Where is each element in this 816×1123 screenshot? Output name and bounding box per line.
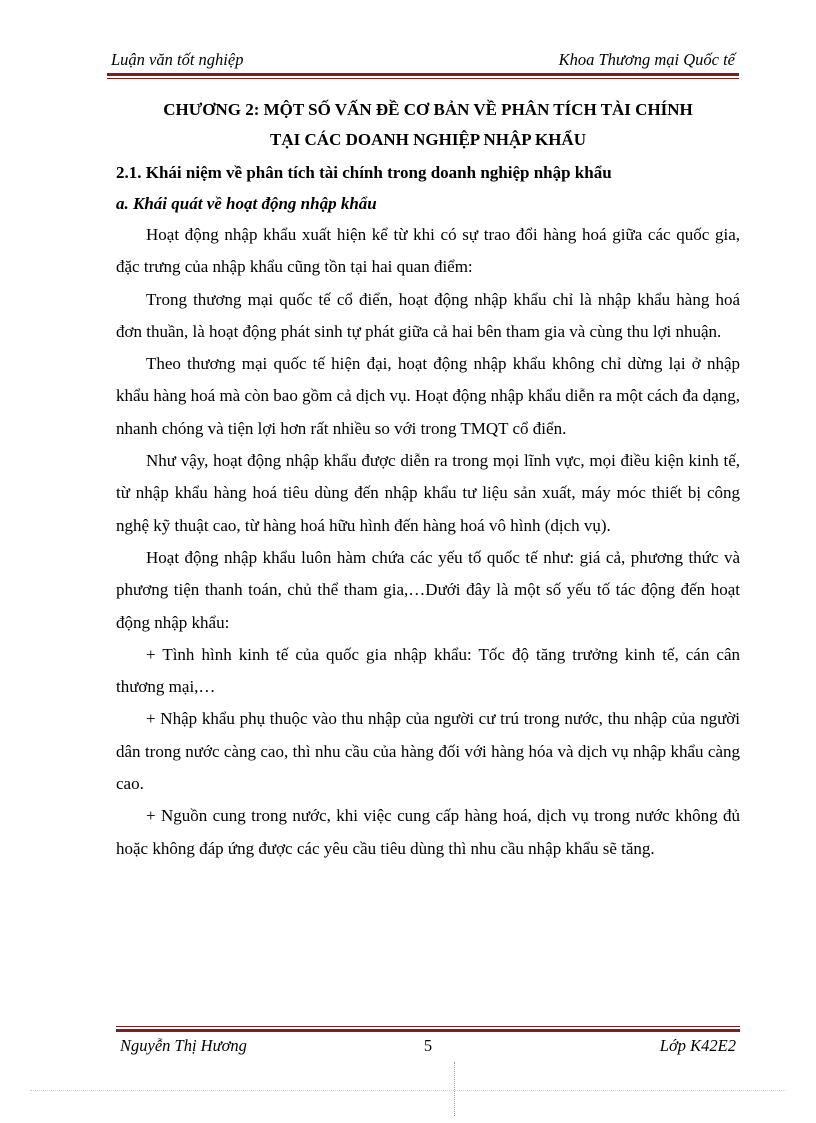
page-footer [116, 1036, 740, 1060]
chapter-title-line-1: CHƯƠNG 2: MỘT SỐ VẤN ĐỀ CƠ BẢN VỀ PHÂN TÍCH TÀI CHÍNH [163, 100, 693, 119]
page-edge-guide [30, 1090, 786, 1091]
bullet-paragraph: + Tình hình kinh tế của quốc gia nhập khẩu: Tốc độ tăng trưởng kinh tế, cán cân thương mại,… [116, 644, 740, 697]
page-header [107, 48, 739, 74]
paragraph: Hoạt động nhập khẩu luôn hàm chứa các yếu tố quốc tế như: giá cả, phương thức và phương tiện thanh toán, chủ thể tham gia,…Dưới đây là một số yếu tố tác động đến hoạt động nhập khẩu: [116, 547, 740, 632]
page-number: 5 [423, 1036, 433, 1055]
footer-class: Lớp K42E2 [659, 1036, 736, 1055]
paragraph: Hoạt động nhập khẩu xuất hiện kể từ khi có sự trao đổi hàng hoá giữa các quốc gia, đặc trưng của nhập khẩu cũng tồn tại hai quan điểm: [116, 225, 740, 277]
header-rule-thick [107, 73, 739, 76]
header-left-text: Luận văn tốt nghiệp [111, 50, 244, 69]
subsection-heading: a. Khái quát về hoạt động nhập khẩu [116, 194, 377, 213]
chapter-title [116, 95, 740, 155]
chapter-title-line-2: TẠI CÁC DOANH NGHIỆP NHẬP KHẨU [270, 130, 586, 149]
header-right-text: Khoa Thương mại Quốc tế [558, 50, 735, 69]
footer-rule-thick [116, 1029, 740, 1032]
footer-rule-thin [116, 1026, 740, 1027]
bullet-paragraph: + Nhập khẩu phụ thuộc vào thu nhập của người cư trú trong nước, thu nhập của người dân trong nước càng cao, thì nhu cầu của hàng đối với hàng hóa và dịch vụ nhập khẩu càng cao. [116, 709, 740, 794]
header-rule-thin [107, 78, 739, 79]
page-body [116, 95, 740, 865]
paragraph: Theo thương mại quốc tế hiện đại, hoạt động nhập khẩu không chỉ dừng lại ở nhập khẩu hàng hoá mà còn bao gồm cả dịch vụ. Hoạt động nhập khẩu diễn ra một cách đa dạng, nhanh chóng và tiện lợi hơn rất nhiều so với trong TMQT cổ điển. [116, 354, 740, 438]
paragraph: Trong thương mại quốc tế cổ điển, hoạt động nhập khẩu chỉ là nhập khẩu hàng hoá đơn thuần, là hoạt động phát sinh tự phát giữa cả hai bên tham gia và cùng thu lợi nhuận. [116, 289, 740, 341]
footer-author: Nguyễn Thị Hương [120, 1036, 247, 1055]
bullet-paragraph: + Nguồn cung trong nước, khi việc cung cấp hàng hoá, dịch vụ trong nước không đủ hoặc không đáp ứng được các yêu cầu tiêu dùng thì nhu cầu nhập khẩu sẽ tăng. [116, 806, 740, 858]
paragraph: Như vậy, hoạt động nhập khẩu được diễn ra trong mọi lĩnh vực, mọi điều kiện kinh tế, từ nhập khẩu hàng hoá tiêu dùng đến nhập khẩu tư liệu sản xuất, máy móc thiết bị công nghệ kỹ thuật cao, từ hàng hoá hữu hình đến hàng hoá vô hình (dịch vụ). [116, 451, 740, 535]
section-heading: 2.1. Khái niệm về phân tích tài chính trong doanh nghiệp nhập khẩu [116, 163, 612, 182]
crop-mark [454, 1062, 455, 1116]
